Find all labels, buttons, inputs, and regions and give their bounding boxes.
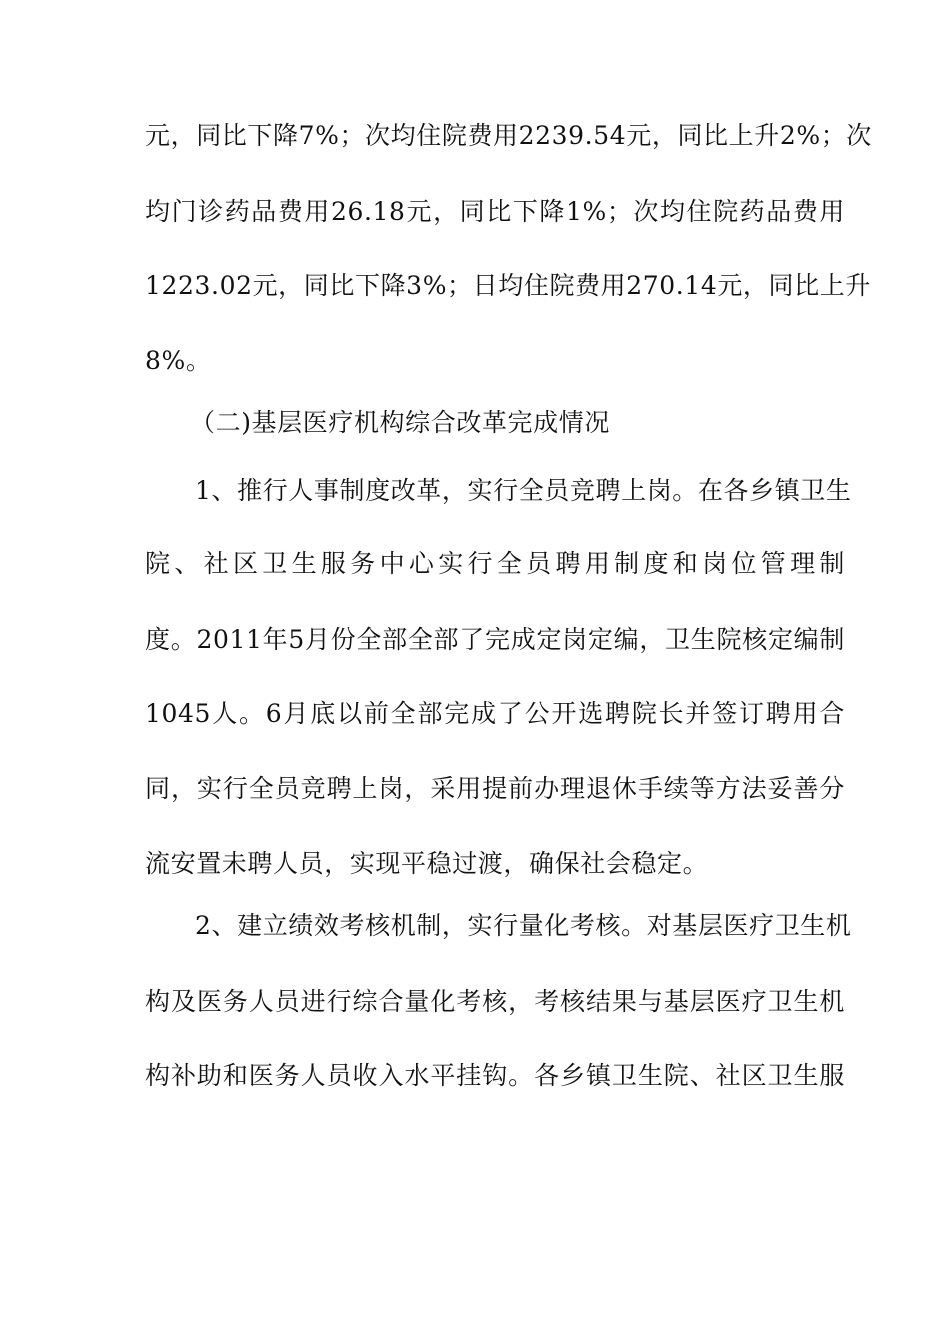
body-text-line: 构补助和医务人员收入水平挂钩。各乡镇卫生院、社区卫生服 xyxy=(145,1061,845,1090)
body-text-line: 院、社区卫生服务中心实行全员聘用制度和岗位管理制 xyxy=(145,549,845,578)
paragraph-first-line: 2、建立绩效考核机制，实行量化考核。对基层医疗卫生机 xyxy=(195,911,852,940)
paragraph-first-line: 1、推行人事制度改革，实行全员竞聘上岗。在各乡镇卫生 xyxy=(195,476,852,505)
body-text-line: 1223.02元，同比下降3%；日均住院费用270.14元，同比上升 xyxy=(145,271,871,300)
body-text-line: 构及医务人员进行综合量化考核，考核结果与基层医疗卫生机 xyxy=(145,987,845,1016)
body-text-line: 流安置未聘人员，实现平稳过渡，确保社会稳定。 xyxy=(145,849,709,878)
body-text-line: 1045人。6月底以前全部完成了公开选聘院长并签订聘用合 xyxy=(145,699,845,728)
section-heading: （二)基层医疗机构综合改革完成情况 xyxy=(190,408,610,437)
body-text-line: 元，同比下降7%；次均住院费用2239.54元，同比上升2%；次 xyxy=(145,121,872,150)
body-text-line: 均门诊药品费用26.18元，同比下降1%；次均住院药品费用 xyxy=(145,197,845,226)
body-text-line: 度。2011年5月份全部全部了完成定岗定编，卫生院核定编制 xyxy=(145,625,845,654)
body-text-line: 同，实行全员竞聘上岗，采用提前办理退休手续等方法妥善分 xyxy=(145,774,845,803)
body-text-line: 8%。 xyxy=(145,346,212,375)
